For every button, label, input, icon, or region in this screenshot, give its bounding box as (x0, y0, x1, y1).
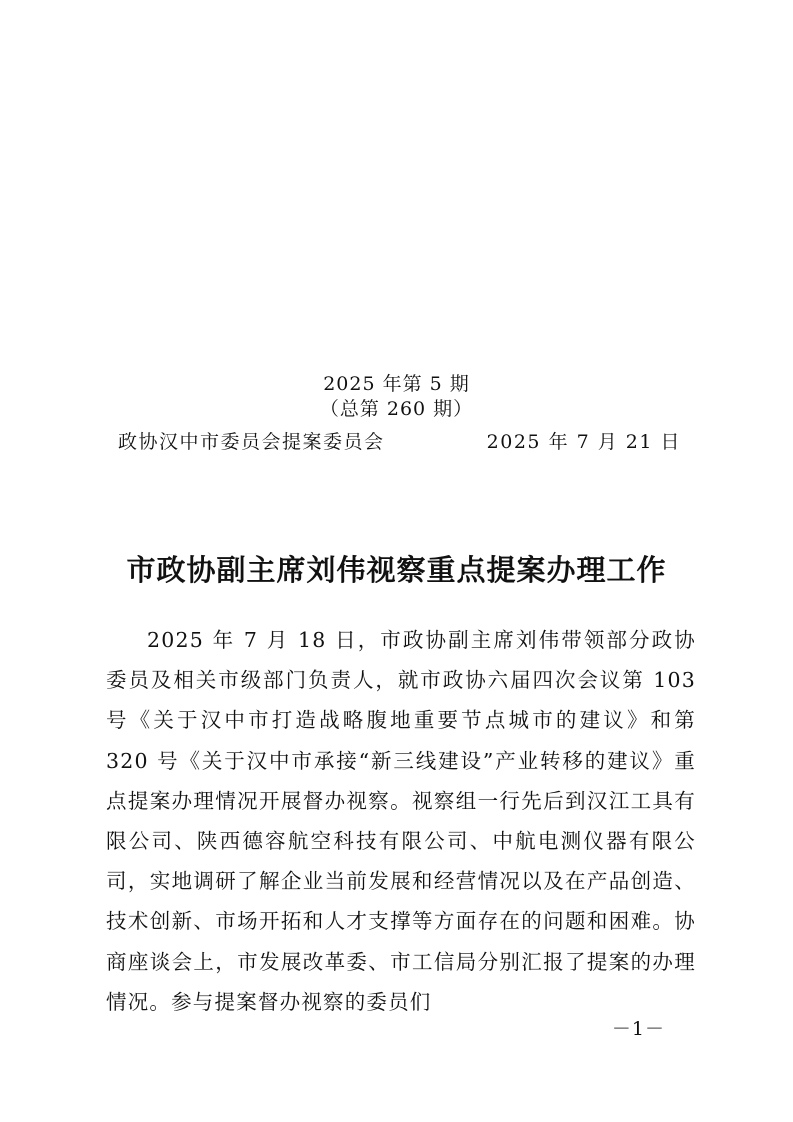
issue-total-number: （总第 260 期） (319, 398, 474, 420)
issue-date: 2025 年 7 月 21 日 (486, 431, 681, 453)
article-title: 市政协副主席刘伟视察重点提案办理工作 (126, 553, 667, 587)
page-number: －1－ (611, 1018, 665, 1040)
article-body: 2025 年 7 月 18 日，市政协副主席刘伟带领部分政协委员及相关市级部门负责人，就市政协六届四次会议第 103 号《关于汉中市打造战略腹地重要节点城市的建议》和第 320 号《关于汉中市承接“新三线建设”产业转移的建议》重点提案办理情况开展督办视察。视察组一行先后到汉江工具有限公司、陕西德容航空科技有限公司、中航电测仪器有限公司，实地调研了解企业当前发展和经营情况以及在产品创造、技术创新、市场开拓和人才支撑等方面存在的问题和困难。协商座谈会上，市发展改革委、市工信局分别汇报了提案的办理情况。参与提案督办视察的委员们 (106, 628, 696, 1014)
issue-number: 2025 年第 5 期 (323, 373, 470, 395)
issuer-name: 政协汉中市委员会提案委员会 (118, 431, 385, 453)
